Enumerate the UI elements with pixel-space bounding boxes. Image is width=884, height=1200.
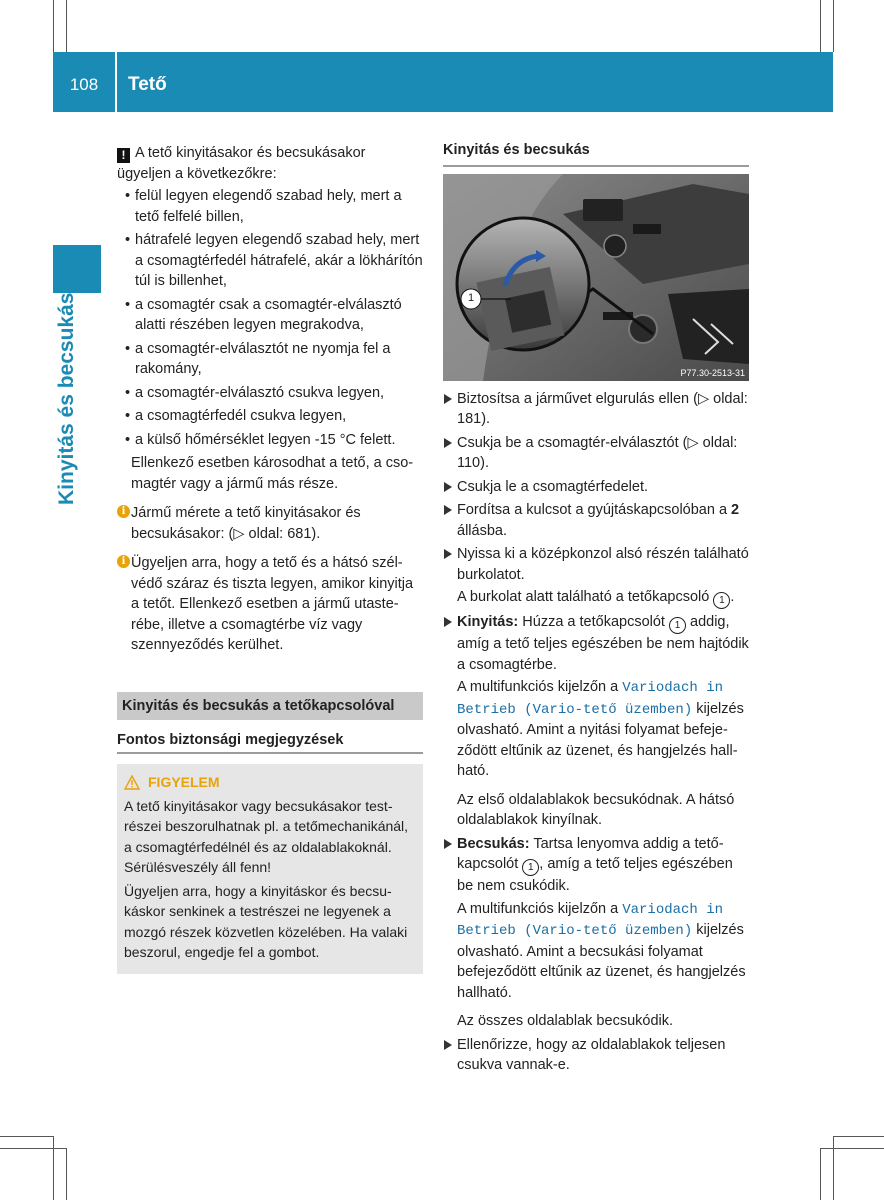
crop-mark (820, 1148, 821, 1200)
crop-mark (66, 0, 67, 52)
subsection-heading: Fontos biztonsági megjegyzések (117, 730, 423, 755)
list-item: • a külső hőmérséklet legyen -15 °C felett. (135, 430, 423, 451)
crop-mark (833, 1136, 834, 1200)
info-icon: i (117, 555, 130, 568)
header-divider (115, 52, 117, 112)
list-item: • felül legyen elegendő szabad hely, mert a tető felfelé billen, (135, 186, 423, 227)
section-heading: Kinyitás és becsukás (443, 140, 749, 167)
instruction-steps (443, 389, 749, 1076)
figure-code: P77.30-2513-31 (680, 367, 745, 378)
step-item: Fordítsa a kulcsot a gyújtáskapcsolóban a 2 állásba. (457, 500, 749, 541)
step-item: Becsukás: Tartsa lenyomva addig a tetőkapcsolót 1 , amíg a tető teljes egészében be nem csukódik. A multifunkciós kijelzőn a Variodach in Betrieb (Vario-tető üzemben) kijelzés olvasható. Amint a becsukási folyamat befejeződött eltűnik az üzenet, és hangjelzés hallható. Az összes oldalablak becsukódik. (457, 834, 749, 1032)
list-item: • hátrafelé legyen elegendő szabad hely, mert a csomagtérfedél hátrafelé, akár a lökhárítón túl is billenhet, (135, 230, 423, 292)
step-item: Ellenőrizze, hogy az oldalablakok teljesen csukva vannak-e. (457, 1035, 749, 1076)
crop-mark (66, 1148, 67, 1200)
console-illustration (443, 174, 749, 381)
step-item: Biztosítsa a járművet elgurulás ellen (▷ oldal: 181). (457, 389, 749, 430)
step-item: Csukja be a csomagtér-elválasztót (▷ oldal: 110). (457, 433, 749, 474)
notice-intro: ! A tető kinyitásakor és becsukásakor ügyeljen a következőkre: (117, 145, 366, 182)
info-icon: i (117, 505, 130, 518)
step-item: Csukja le a csomagtérfedelet. (457, 477, 749, 498)
section-heading: Kinyitás és becsukás a tetőkapcsolóval (117, 692, 423, 720)
roof-switch-photo (443, 174, 749, 381)
section-tab-label: Kinyitás és becsukás (55, 292, 78, 505)
warning-title: FIGYELEM (124, 772, 416, 793)
callout-label: 1 (467, 291, 475, 304)
list-item: • a csomagtér-elválasztó csukva legyen, (135, 383, 423, 404)
page-title: Tető (128, 74, 167, 95)
warning-text: A tető kinyitásakor vagy becsukásakor testrészei beszorulhatnak pl. a tetőmechanikánál, a csomagtérfedélnél és az oldalablakoknál. Sérülésveszély áll fenn! (124, 797, 409, 875)
crop-mark (53, 1136, 54, 1200)
list-item: • a csomagtér csak a csomagtér-elválasztó alatti részében legyen megrakodva, (135, 295, 423, 336)
crop-mark (0, 1148, 66, 1149)
page-number: 108 (69, 75, 99, 94)
crop-mark (833, 1136, 884, 1137)
callout-ref: 1 (713, 592, 730, 609)
crop-mark (833, 0, 834, 52)
crop-mark (0, 1136, 53, 1137)
warning-text: Ügyeljen arra, hogy a kinyitáskor és becsukáskor senkinek a testrészei ne legyenek a mozgó részek közvetlen közelében. Ha valaki beszorul, engedje fel a gombot. (124, 882, 408, 960)
info-note: i Ügyeljen arra, hogy a tető és a hátsó szélvédő száraz és tiszta legyen, amikor kinyitja a tetőt. Ellenkező esetben a jármű utasterébe, illetve a csomagtérbe víz vagy szennyeződés kerülhet. (117, 553, 423, 656)
warning-box (117, 764, 423, 974)
callout-ref: 1 (522, 859, 539, 876)
crop-mark (53, 0, 54, 52)
step-item: Nyissa ki a középkonzol alsó részén található burkolatot. A burkolat alatt található a tetőkapcsoló 1 . (457, 544, 749, 609)
warning-triangle-icon (124, 775, 140, 790)
right-column (443, 140, 749, 1079)
step-item: Kinyitás: Húzza a tetőkapcsolót 1 addig, amíg a tető teljes egészében be nem hajtódik a csomagtérbe. A multifunkciós kijelzőn a Variodach in Betrieb (Vario-tető üzemben) kijelzés olvasható. Amint a nyitási folyamat befejeződött eltűnik az üzenet, és hangjelzés hallható. Az első oldalablakok becsukódnak. A hátsó oldalablakok kinyílnak. (457, 612, 749, 831)
left-column (117, 143, 423, 974)
list-item: • a csomagtérfedél csukva legyen, (135, 406, 423, 427)
callout-ref: 1 (669, 617, 686, 634)
notice-outro: Ellenkező esetben károsodhat a tető, a csomagtér vagy a jármű más része. (131, 455, 414, 492)
page-header (53, 52, 833, 112)
crop-mark (820, 0, 821, 52)
exclamation-icon: ! (117, 148, 130, 163)
list-item: • a csomagtér-elválasztót ne nyomja fel a rakomány, (135, 339, 423, 380)
notice-list (117, 186, 423, 450)
info-note: i Jármű mérete a tető kinyitásakor és becsukásakor: (▷ oldal: 681). (117, 503, 423, 544)
crop-mark (820, 1148, 884, 1149)
